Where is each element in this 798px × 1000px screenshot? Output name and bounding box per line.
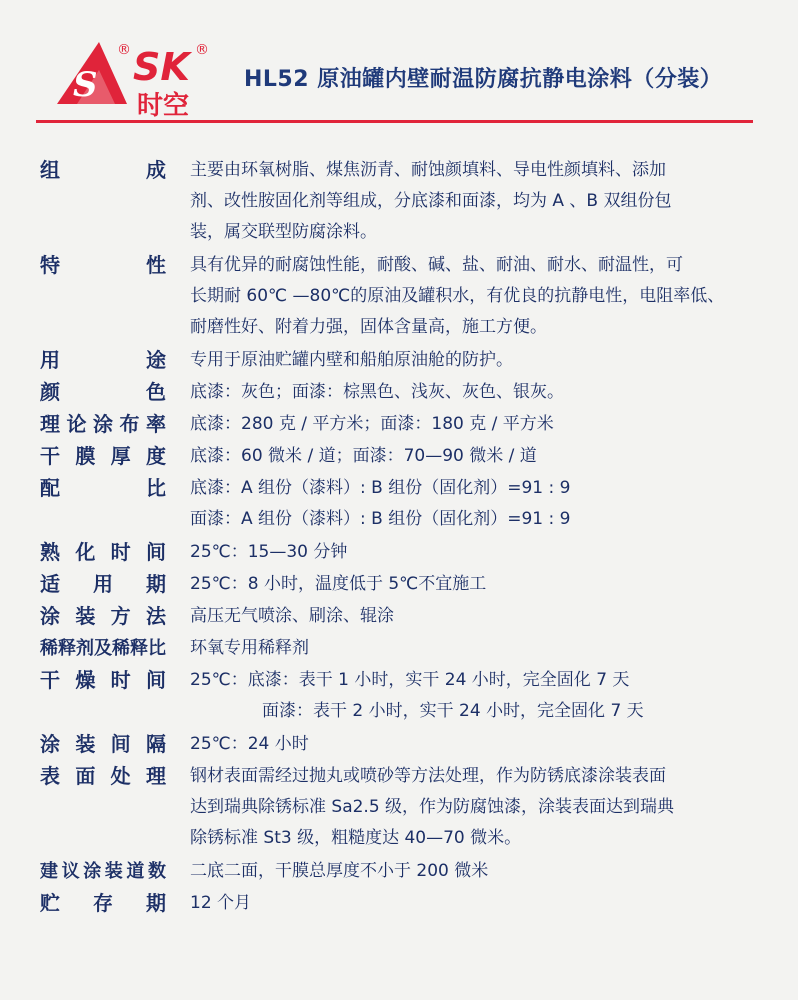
spec-value	[190, 155, 755, 248]
spec-row	[40, 345, 760, 376]
spec-value-line: 环氧专用稀释剂	[190, 638, 309, 658]
spec-value	[190, 537, 755, 568]
spec-value	[190, 441, 755, 472]
product-title: HL52 原油罐内壁耐温防腐抗静电涂料（分装）	[244, 67, 723, 92]
spec-value	[190, 250, 755, 343]
spec-value	[190, 409, 755, 440]
spec-value	[190, 856, 755, 887]
spec-row	[40, 761, 760, 854]
header-divider	[36, 120, 753, 123]
spec-label: 干燥时间	[40, 668, 166, 692]
spec-label: 颜 色	[40, 380, 166, 404]
spec-label: 干膜厚度	[40, 444, 166, 468]
spec-value-line: 高压无气喷涂、刷涂、辊涂	[190, 606, 394, 626]
document-header	[0, 0, 798, 125]
spec-value	[190, 601, 755, 632]
spec-value-line: 达到瑞典除锈标准 Sa2.5 级，作为防腐蚀漆，涂装表面达到瑞典	[190, 797, 675, 817]
spec-value-line: 剂、改性胺固化剂等组成，分底漆和面漆，均为 A 、B 双组份包	[190, 191, 672, 211]
spec-label: 表面处理	[40, 764, 166, 788]
spec-value-line: 底漆：60 微米 / 道；面漆：70—90 微米 / 道	[190, 446, 537, 466]
registered-mark-left: ®	[117, 42, 131, 58]
spec-value-line: 钢材表面需经过抛丸或喷砂等方法处理，作为防锈底漆涂装表面	[190, 766, 666, 786]
spec-row	[40, 569, 760, 600]
spec-value-line: 12 个月	[190, 893, 252, 913]
spec-row	[40, 409, 760, 440]
spec-label: 贮存期	[40, 891, 166, 915]
spec-value	[190, 665, 755, 727]
spec-value	[190, 729, 755, 760]
spec-value-line: 25℃：15—30 分钟	[190, 542, 348, 562]
spec-value-line: 25℃：8 小时，温度低于 5℃不宜施工	[190, 574, 487, 594]
logo-chinese-text: 时空	[137, 91, 190, 118]
brand-logo	[55, 38, 230, 118]
spec-value-line: 面漆：A 组份（漆料）: B 组份（固化剂）=91 : 9	[190, 509, 571, 529]
spec-row	[40, 729, 760, 760]
spec-value-line: 25℃：24 小时	[190, 734, 309, 754]
spec-value-line: 底漆：A 组份（漆料）: B 组份（固化剂）=91 : 9	[190, 478, 571, 498]
spec-value	[190, 761, 755, 854]
spec-label: 配 比	[40, 476, 166, 500]
spec-row	[40, 537, 760, 568]
spec-value-line: 专用于原油贮罐内壁和船舶原油舱的防护。	[190, 350, 513, 370]
spec-value-line: 耐磨性好、附着力强，固体含量高，施工方便。	[190, 317, 547, 337]
spec-label: 涂装方法	[40, 604, 166, 628]
spec-value	[190, 633, 755, 664]
spec-row	[40, 665, 760, 727]
spec-value	[190, 888, 755, 919]
spec-value-line: 面漆：表干 2 小时，实干 24 小时，完全固化 7 天	[262, 701, 644, 721]
spec-value-line: 底漆：280 克 / 平方米；面漆：180 克 / 平方米	[190, 414, 554, 434]
spec-value-line: 除锈标准 St3 级，粗糙度达 40—70 微米。	[190, 828, 522, 848]
spec-row	[40, 601, 760, 632]
spec-value-line: 装，属交联型防腐涂料。	[190, 222, 377, 242]
logo-letter-left: S	[73, 65, 98, 105]
spec-row	[40, 250, 760, 343]
spec-list	[40, 155, 760, 919]
spec-row	[40, 473, 760, 535]
spec-value	[190, 569, 755, 600]
spec-value-line: 25℃：底漆：表干 1 小时，实干 24 小时，完全固化 7 天	[190, 670, 630, 690]
spec-value-line: 二底二面，干膜总厚度不小于 200 微米	[190, 861, 489, 881]
registered-mark-right: ®	[195, 42, 209, 58]
spec-row	[40, 377, 760, 408]
spec-label: 涂装间隔	[40, 732, 166, 756]
spec-label: 理论涂布率	[40, 412, 166, 436]
spec-label: 建议涂装道数	[40, 861, 166, 882]
spec-label: 特 性	[40, 253, 166, 277]
spec-row	[40, 633, 760, 664]
spec-value	[190, 377, 755, 408]
spec-label: 用 途	[40, 348, 166, 372]
spec-value-line: 具有优异的耐腐蚀性能，耐酸、碱、盐、耐油、耐水、耐温性，可	[190, 255, 683, 275]
logo-letters-right: SK	[133, 45, 190, 89]
spec-row	[40, 155, 760, 248]
spec-value	[190, 473, 755, 535]
spec-row	[40, 888, 760, 919]
spec-row	[40, 441, 760, 472]
spec-value-line: 主要由环氧树脂、煤焦沥青、耐蚀颜填料、导电性颜填料、添加	[190, 160, 666, 180]
spec-label: 熟化时间	[40, 540, 166, 564]
spec-value	[190, 345, 755, 376]
spec-label: 适用期	[40, 572, 166, 596]
spec-label: 稀释剂及稀释比	[40, 638, 166, 659]
spec-label: 组 成	[40, 158, 166, 182]
spec-row	[40, 856, 760, 887]
spec-value-line: 长期耐 60℃ —80℃的原油及罐积水，有优良的抗静电性，电阻率低、	[190, 286, 725, 306]
spec-value-line: 底漆：灰色；面漆：棕黑色、浅灰、灰色、银灰。	[190, 382, 564, 402]
